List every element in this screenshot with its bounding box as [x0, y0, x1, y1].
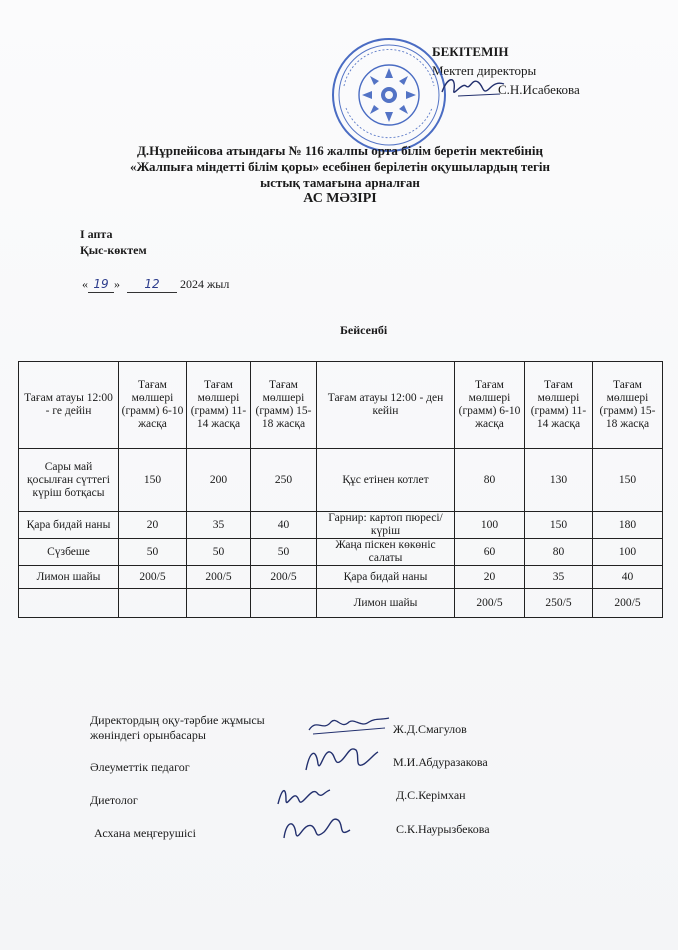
heading-title: АС МӘЗІРІ — [303, 191, 377, 206]
approval-director-name: С.Н.Исабекова — [498, 82, 580, 97]
table-cell — [251, 589, 317, 618]
director-signature — [438, 72, 506, 102]
table-cell: 200/5 — [593, 589, 663, 618]
date-line — [82, 277, 229, 293]
table-cell: 150 — [593, 449, 663, 512]
heading-line-2: «Жалпыға міндетті білім қоры» есебінен берілетін оқушылардың тегін — [130, 159, 550, 174]
table-cell: 50 — [187, 539, 251, 566]
approval-position: Мектеп директоры — [432, 63, 537, 78]
header-cell: Тағам мөлшері (грамм) 11-14 жасқа — [525, 362, 593, 449]
table-row — [19, 449, 663, 512]
table-cell: 150 — [119, 449, 187, 512]
table-cell: 50 — [119, 539, 187, 566]
table-cell: 80 — [525, 539, 593, 566]
table-cell: 200/5 — [251, 566, 317, 589]
table-cell: Сүзбеше — [19, 539, 119, 566]
table-cell: 35 — [187, 512, 251, 539]
table-header-row — [19, 362, 663, 449]
table-row — [19, 566, 663, 589]
week-label: І апта — [80, 227, 113, 241]
header-cell: Тағам мөлшері (грамм) 6-10 жасқа — [119, 362, 187, 449]
table-cell: 200/5 — [455, 589, 525, 618]
table-cell: Қара бидай наны — [19, 512, 119, 539]
header-cell: Тағам мөлшері (грамм) 15-18 жасқа — [251, 362, 317, 449]
table-cell: Лимон шайы — [19, 566, 119, 589]
date-close-quote: » — [114, 277, 120, 291]
table-cell: Сары май қосылған сүттегі күріш ботқасы — [19, 449, 119, 512]
table-cell: 150 — [525, 512, 593, 539]
table-cell: 250 — [251, 449, 317, 512]
table-cell: Қара бидай наны — [317, 566, 455, 589]
date-day: 19 — [93, 277, 109, 291]
approval-title: БЕКІТЕМІН — [432, 44, 509, 59]
table-cell: 40 — [251, 512, 317, 539]
heading-line-3: ыстық тамағына арналған — [260, 175, 420, 190]
header-cell: Тағам мөлшері (грамм) 6-10 жасқа — [455, 362, 525, 449]
table-cell: 40 — [593, 566, 663, 589]
menu-table — [18, 361, 663, 618]
date-year: 2024 жыл — [180, 277, 230, 291]
signatory-name: С.К.Наурызбекова — [396, 822, 490, 836]
table-row — [19, 539, 663, 566]
date-month: 12 — [144, 277, 160, 291]
table-cell: Жаңа піскен көкөніс салаты — [317, 539, 455, 566]
table-cell: Гарнир: картоп пюресі/ күріш — [317, 512, 455, 539]
signatory-role: Әлеуметтік педагог — [90, 760, 190, 774]
table-cell: Құс етінен котлет — [317, 449, 455, 512]
table-cell: 100 — [593, 539, 663, 566]
table-row — [19, 589, 663, 618]
table-cell: Лимон шайы — [317, 589, 455, 618]
header-cell: Тағам мөлшері (грамм) 11-14 жасқа — [187, 362, 251, 449]
table-cell: 35 — [525, 566, 593, 589]
signatory-role: Асхана меңгерушісі — [94, 826, 196, 840]
table-cell: 100 — [455, 512, 525, 539]
signatory-name: Ж.Д.Смагулов — [393, 722, 467, 736]
signatory-role-line: жөніндегі орынбасары — [90, 728, 206, 742]
season-label: Қыс-көктем — [80, 243, 147, 257]
table-cell: 20 — [119, 512, 187, 539]
school-seal-stamp — [330, 36, 448, 154]
signature-mark — [300, 740, 380, 778]
table-cell: 20 — [455, 566, 525, 589]
table-cell: 50 — [251, 539, 317, 566]
header-cell: Тағам мөлшері (грамм) 15-18 жасқа — [593, 362, 663, 449]
table-cell: 200 — [187, 449, 251, 512]
table-cell: 200/5 — [119, 566, 187, 589]
signatory-name: Д.С.Керімхан — [396, 788, 466, 802]
table-cell: 200/5 — [187, 566, 251, 589]
heading-line-1: Д.Нұрпейісова атындағы № 116 жалпы орта білім беретін мектебінің — [136, 143, 544, 158]
weekday-label: Бейсенбі — [340, 323, 388, 337]
table-cell: 180 — [593, 512, 663, 539]
table-cell — [19, 589, 119, 618]
header-cell: Тағам атауы 12:00 - ге дейін — [19, 362, 119, 449]
signatory-role: Диетолог — [90, 793, 138, 807]
header-cell: Тағам атауы 12:00 - ден кейін — [317, 362, 455, 449]
table-cell — [187, 589, 251, 618]
signatory-name: М.И.Абдуразакова — [393, 755, 488, 769]
date-open-quote: « — [82, 277, 88, 291]
table-row — [19, 512, 663, 539]
table-cell: 60 — [455, 539, 525, 566]
table-cell: 130 — [525, 449, 593, 512]
menu-heading — [80, 143, 600, 207]
signature-mark — [305, 712, 391, 740]
signatory-role-line: Директордың оқу-тәрбие жұмысы — [90, 713, 265, 727]
signature-mark — [278, 808, 354, 848]
signatory-role — [90, 713, 265, 743]
table-cell: 80 — [455, 449, 525, 512]
table-cell: 250/5 — [525, 589, 593, 618]
table-cell — [119, 589, 187, 618]
